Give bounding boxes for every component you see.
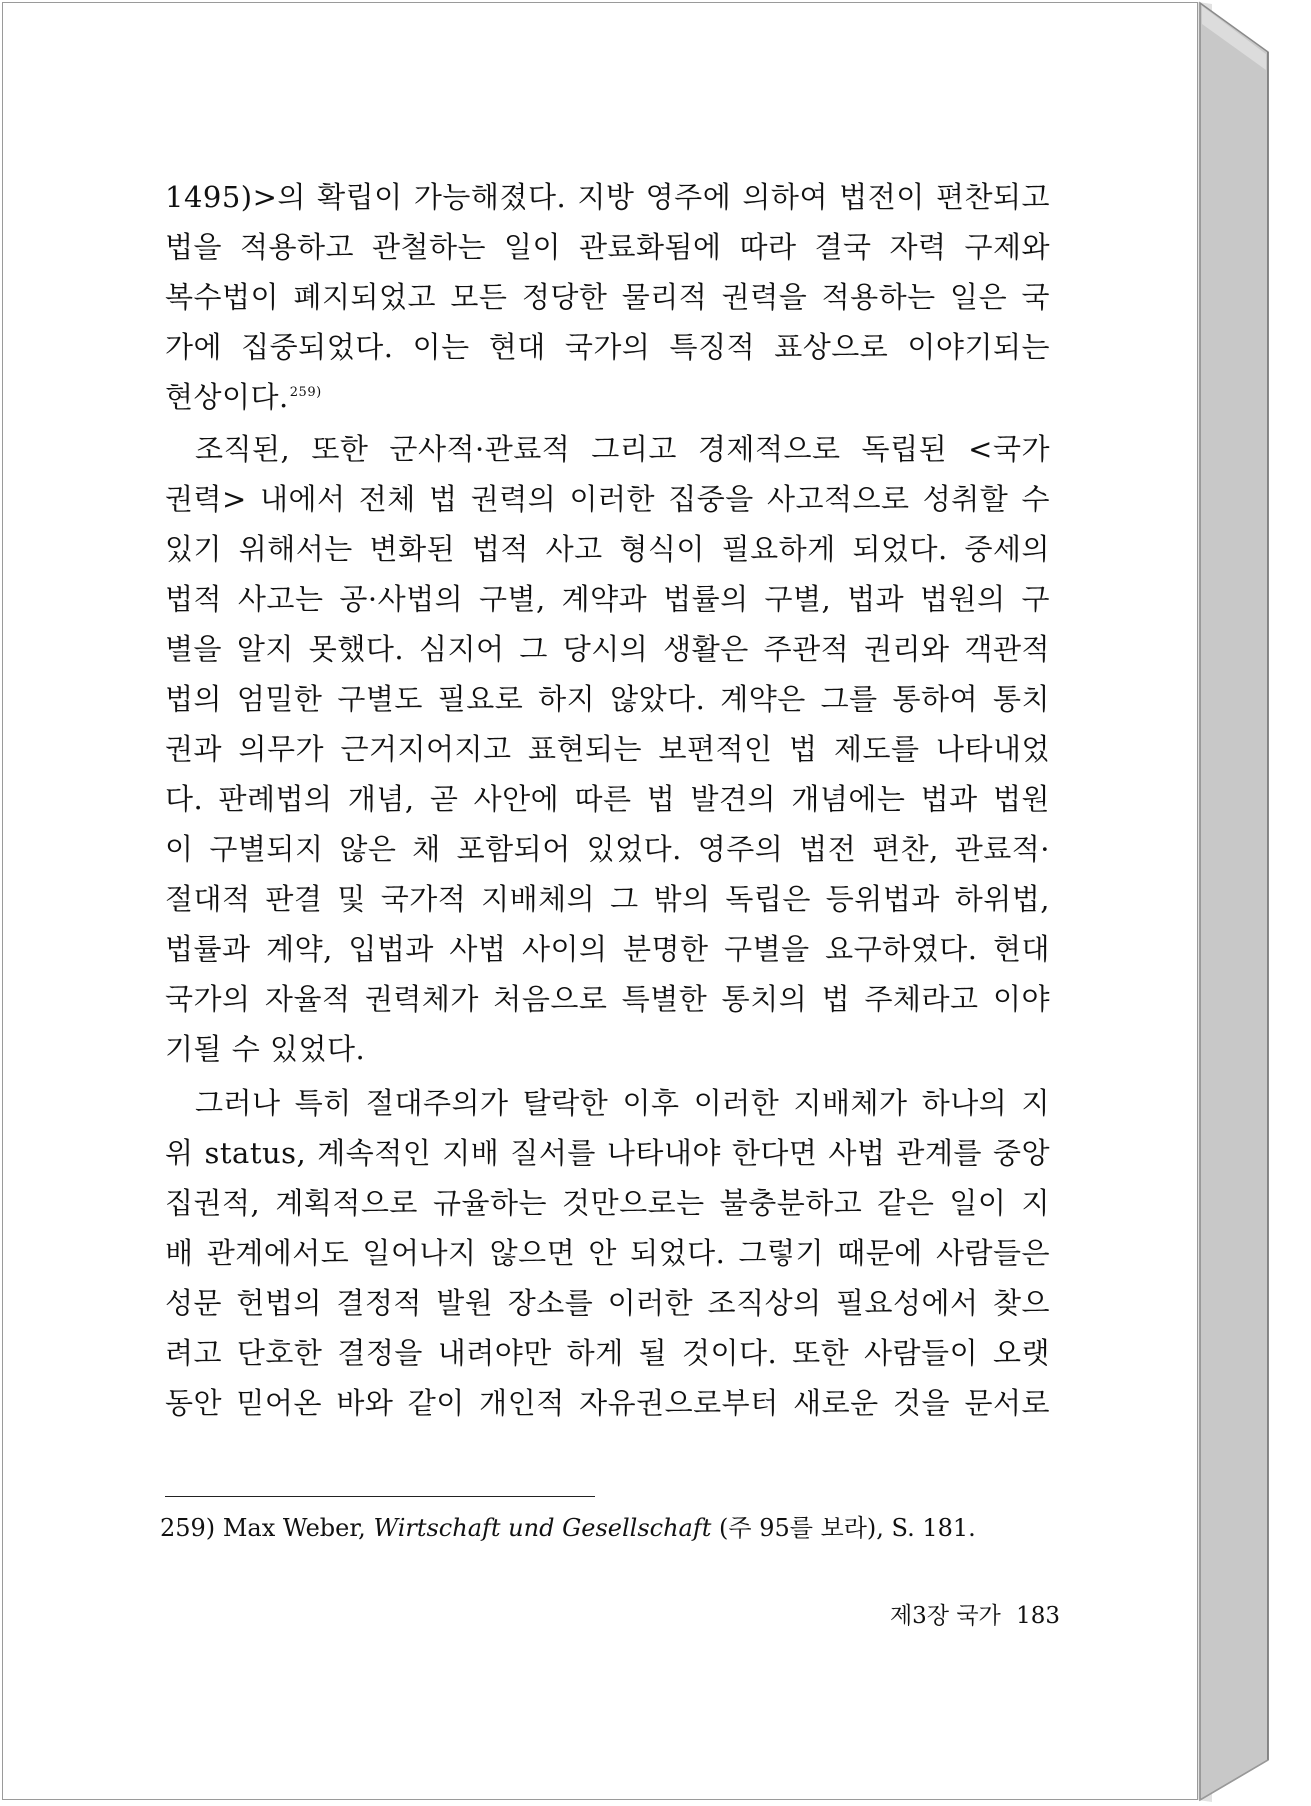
body-line-23: 성문 헌법의 결정적 발원 장소를 이러한 조직상의 필요성에서 찾으 [165, 1286, 1050, 1320]
footnote-number: 259) [160, 1514, 216, 1542]
footnote-rest: (주 95를 보라), S. 181. [719, 1514, 976, 1542]
body-line-5-text: 현상이다. [165, 380, 289, 414]
body-line-21: 집권적, 계획적으로 규율하는 것만으로는 불충분하고 같은 일이 지 [165, 1186, 1050, 1220]
body-line-11: 법의 엄밀한 구별도 필요로 하지 않았다. 계약은 그를 통하여 통치 [165, 682, 1050, 716]
body-line-16: 법률과 계약, 입법과 사법 사이의 분명한 구별을 요구하였다. 현대 [165, 932, 1050, 966]
body-line-10: 별을 알지 못했다. 심지어 그 당시의 생활은 주관적 권리와 객관적 [165, 632, 1050, 666]
footnote-title: Wirtschaft und Gesellschaft [373, 1514, 712, 1542]
footnote-reference: 259) [289, 385, 322, 400]
body-line-7: 권력> 내에서 전체 법 권력의 이러한 집중을 사고적으로 성취할 수 [165, 482, 1050, 516]
page-footer [860, 1596, 1060, 1636]
footnote-author: Max Weber, [222, 1514, 366, 1542]
body-line-12: 권과 의무가 근거지어지고 표현되는 보편적인 법 제도를 나타내었 [165, 732, 1050, 766]
body-line-18: 기될 수 있었다. [165, 1032, 366, 1066]
body-line-17: 국가의 자율적 권력체가 처음으로 특별한 통치의 법 주체라고 이야 [165, 982, 1050, 1016]
body-line-22: 배 관계에서도 일어나지 않으면 안 되었다. 그렇기 때문에 사람들은 [165, 1236, 1050, 1270]
body-line-24: 려고 단호한 결정을 내려야만 하게 될 것이다. 또한 사람들이 오랫 [165, 1336, 1050, 1370]
page-number: 183 [1016, 1603, 1060, 1629]
body-line-3: 복수법이 폐지되었고 모든 정당한 물리적 권력을 적용하는 일은 국 [165, 280, 1050, 314]
body-line-15: 절대적 판결 및 국가적 지배체의 그 밖의 독립은 등위법과 하위법, [165, 882, 1050, 916]
body-line-19: 그러나 특히 절대주의가 탈락한 이후 이러한 지배체가 하나의 지 [195, 1086, 1050, 1120]
footnote-divider [165, 1496, 595, 1497]
body-line-5 [165, 372, 1050, 422]
footnote [160, 1508, 1060, 1548]
body-line-8: 있기 위해서는 변화된 법적 사고 형식이 필요하게 되었다. 중세의 [165, 532, 1050, 566]
chapter-label: 제3장 국가 [889, 1603, 1001, 1629]
body-line-25: 동안 믿어온 바와 같이 개인적 자유권으로부터 새로운 것을 문서로 [165, 1386, 1050, 1420]
body-line-4: 가에 집중되었다. 이는 현대 국가의 특징적 표상으로 이야기되는 [165, 330, 1050, 364]
body-line-20: 위 status, 계속적인 지배 질서를 나타내야 한다면 사법 관계를 중앙 [165, 1136, 1050, 1170]
body-line-6: 조직된, 또한 군사적·관료적 그리고 경제적으로 독립된 <국가 [195, 432, 1050, 466]
body-line-9: 법적 사고는 공·사법의 구별, 계약과 법률의 구별, 법과 법원의 구 [165, 582, 1050, 616]
body-line-13: 다. 판례법의 개념, 곧 사안에 따른 법 발견의 개념에는 법과 법원 [165, 782, 1050, 816]
body-line-2: 법을 적용하고 관철하는 일이 관료화됨에 따라 결국 자력 구제와 [165, 230, 1050, 264]
body-line-1: 1495)>의 확립이 가능해졌다. 지방 영주에 의하여 법전이 편찬되고 [165, 180, 1050, 214]
body-line-14: 이 구별되지 않은 채 포함되어 있었다. 영주의 법전 편찬, 관료적· [165, 832, 1050, 866]
